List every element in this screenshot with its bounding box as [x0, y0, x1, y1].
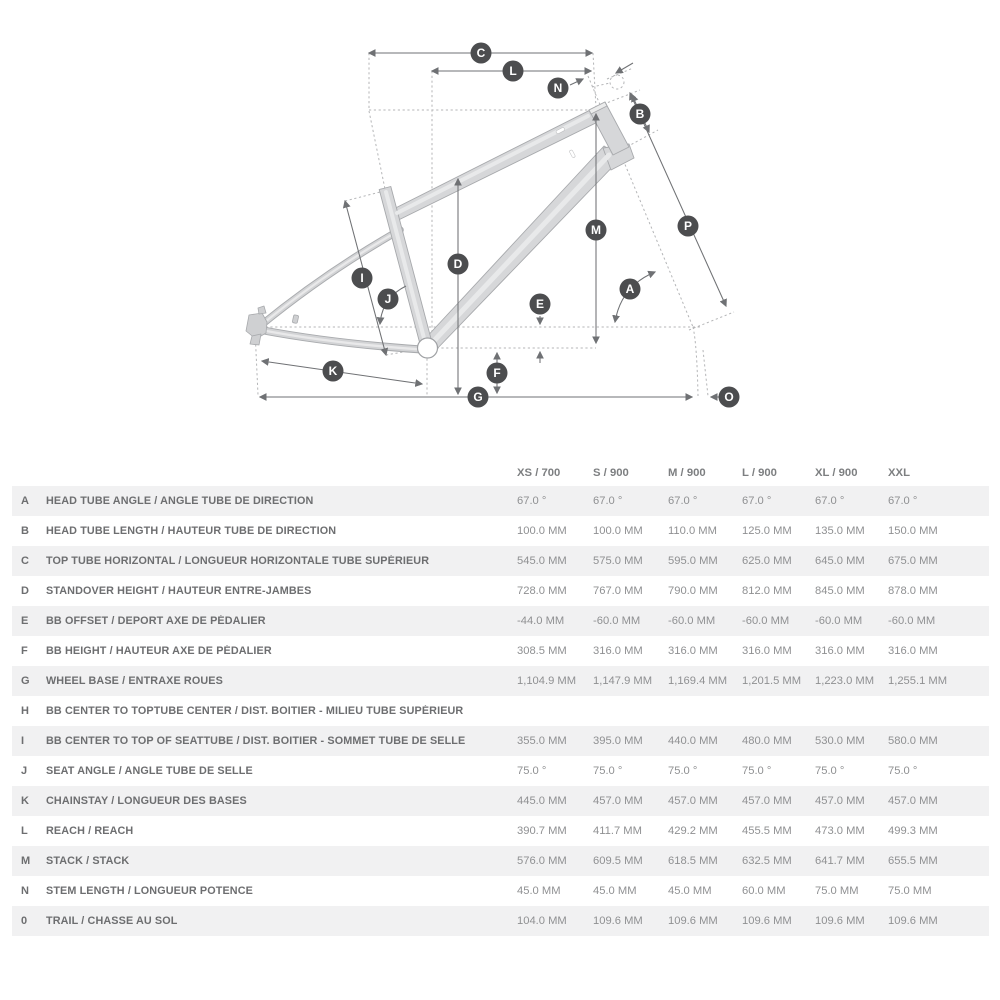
- row-value: 480.0 MM: [742, 735, 792, 747]
- table-row-l: [12, 816, 989, 846]
- badge-N: [548, 78, 569, 99]
- row-letter: D: [21, 585, 29, 597]
- row-value: 728.0 MM: [517, 585, 567, 597]
- row-label: BB CENTER TO TOP OF SEATTUBE / DIST. BOITIER - SOMMET TUBE DE SELLE: [46, 735, 466, 747]
- badge-D-label: D: [453, 257, 463, 272]
- row-value: 125.0 MM: [742, 525, 792, 537]
- row-value: 75.0 °: [742, 765, 772, 777]
- badge-D: [448, 254, 469, 275]
- table-row-a: [12, 486, 989, 516]
- badge-A-label: A: [625, 282, 635, 297]
- column-header: L / 900: [742, 466, 777, 479]
- frame: [246, 102, 634, 358]
- table-row-j: [12, 756, 989, 786]
- geometry-diagram: [0, 0, 1000, 450]
- badge-I-label: I: [360, 271, 364, 286]
- row-value: 316.0 MM: [888, 645, 938, 657]
- row-value: 75.0 °: [888, 765, 918, 777]
- row-value: 75.0 °: [517, 765, 547, 777]
- row-letter: L: [21, 825, 28, 837]
- table-row-g: [12, 666, 989, 696]
- row-label: STANDOVER HEIGHT / HAUTEUR ENTRE-JAMBES: [46, 585, 312, 597]
- row-value: 445.0 MM: [517, 795, 567, 807]
- row-label: SEAT ANGLE / ANGLE TUBE DE SELLE: [46, 765, 253, 777]
- column-header: S / 900: [593, 466, 629, 479]
- table-row-b: [12, 516, 989, 546]
- badge-E-label: E: [535, 297, 545, 312]
- column-header: XL / 900: [815, 466, 858, 479]
- row-value: 60.0 MM: [742, 885, 786, 897]
- measure-N-stem-arrow: [570, 79, 583, 85]
- row-value: 45.0 MM: [668, 885, 712, 897]
- row-value: 457.0 MM: [668, 795, 718, 807]
- row-value: 1,223.0 MM: [815, 675, 875, 687]
- row-value: 790.0 MM: [668, 585, 718, 597]
- construction-lines: [255, 53, 734, 396]
- fork-offset-guide: [693, 327, 698, 396]
- badge-I: [352, 268, 373, 289]
- row-value: 655.5 MM: [888, 855, 938, 867]
- badge-N-label: N: [553, 81, 563, 96]
- row-value: 457.0 MM: [593, 795, 643, 807]
- row-letter: 0: [21, 915, 28, 927]
- table-row-i: [12, 726, 989, 756]
- row-value: 109.6 MM: [742, 915, 792, 927]
- row-value: 457.0 MM: [888, 795, 938, 807]
- row-value: 150.0 MM: [888, 525, 938, 537]
- row-label: BB HEIGHT / HAUTEUR AXE DE PÉDALIER: [46, 645, 272, 657]
- badge-G: [468, 387, 489, 408]
- row-label: STACK / STACK: [46, 855, 130, 867]
- seat-axis-extension: [369, 111, 385, 189]
- badge-L-label: L: [509, 64, 517, 79]
- row-value: 499.3 MM: [888, 825, 938, 837]
- badge-P-label: P: [683, 219, 693, 234]
- row-value: 545.0 MM: [517, 555, 567, 567]
- row-value: 1,255.1 MM: [888, 675, 948, 687]
- badge-B-label: B: [635, 107, 645, 122]
- row-label: STEM LENGTH / LONGUEUR POTENCE: [46, 885, 253, 897]
- row-value: 100.0 MM: [593, 525, 643, 537]
- badge-G-label: G: [473, 390, 483, 405]
- row-value: -60.0 MM: [742, 615, 790, 627]
- trail-ground-guide: [703, 350, 708, 396]
- row-value: 45.0 MM: [593, 885, 637, 897]
- row-label: BB CENTER TO TOPTUBE CENTER / DIST. BOITIER - MILIEU TUBE SUPÉRIEUR: [46, 705, 464, 717]
- row-value: 316.0 MM: [815, 645, 865, 657]
- table-row-c: [12, 546, 989, 576]
- row-letter: G: [21, 675, 30, 687]
- row-value: 100.0 MM: [517, 525, 567, 537]
- bike-frame-diagram: [0, 0, 1000, 450]
- row-label: REACH / REACH: [46, 825, 134, 837]
- row-letter: N: [21, 885, 29, 897]
- row-value: 395.0 MM: [593, 735, 643, 747]
- row-value: 595.0 MM: [668, 555, 718, 567]
- row-label: WHEEL BASE / ENTRAXE ROUES: [46, 675, 223, 687]
- row-value: 618.5 MM: [668, 855, 718, 867]
- stem-pointer-arrow: [616, 63, 633, 73]
- geometry-table: [12, 459, 989, 936]
- row-value: 67.0 °: [888, 495, 918, 507]
- row-value: 67.0 °: [517, 495, 547, 507]
- row-value: 67.0 °: [668, 495, 698, 507]
- cable-slot-down-tube: [569, 150, 576, 159]
- row-value: 457.0 MM: [742, 795, 792, 807]
- row-value: 308.5 MM: [517, 645, 567, 657]
- badge-O: [719, 387, 740, 408]
- row-value: 75.0 °: [815, 765, 845, 777]
- row-label: HEAD TUBE LENGTH / HAUTEUR TUBE DE DIRECTION: [46, 525, 337, 537]
- table-row-m: [12, 846, 989, 876]
- row-value: 316.0 MM: [668, 645, 718, 657]
- measure-P-fork: [630, 93, 726, 306]
- row-value: 457.0 MM: [815, 795, 865, 807]
- row-value: 67.0 °: [815, 495, 845, 507]
- row-value: 75.0 °: [668, 765, 698, 777]
- row-value: 429.2 MM: [668, 825, 718, 837]
- badge-M: [586, 220, 607, 241]
- row-letter: H: [21, 705, 29, 717]
- table-row-n: [12, 876, 989, 906]
- row-letter: M: [21, 855, 31, 867]
- row-value: 767.0 MM: [593, 585, 643, 597]
- row-letter: E: [21, 615, 29, 627]
- row-value: 812.0 MM: [742, 585, 792, 597]
- row-value: 473.0 MM: [815, 825, 865, 837]
- row-value: 390.7 MM: [517, 825, 567, 837]
- row-value: 1,201.5 MM: [742, 675, 802, 687]
- row-label: BB OFFSET / DEPORT AXE DE PÉDALIER: [46, 615, 266, 627]
- badge-M-label: M: [591, 223, 601, 238]
- row-value: 45.0 MM: [517, 885, 561, 897]
- row-value: 609.5 MM: [593, 855, 643, 867]
- row-value: 575.0 MM: [593, 555, 643, 567]
- fork-bottom-tick: [689, 312, 734, 330]
- row-value: 75.0 MM: [815, 885, 859, 897]
- head-top-vertical-guide: [593, 53, 596, 108]
- badge-B: [630, 104, 651, 125]
- row-value: 135.0 MM: [815, 525, 865, 537]
- chain-stay: [261, 330, 429, 350]
- row-value: 355.0 MM: [517, 735, 567, 747]
- row-value: 316.0 MM: [593, 645, 643, 657]
- row-value: 67.0 °: [742, 495, 772, 507]
- row-value: 75.0 °: [593, 765, 623, 777]
- row-value: -60.0 MM: [888, 615, 936, 627]
- row-value: 455.5 MM: [742, 825, 792, 837]
- row-letter: C: [21, 555, 29, 567]
- row-letter: A: [21, 495, 29, 507]
- table-header: [12, 459, 989, 486]
- row-label: TOP TUBE HORIZONTAL / LONGUEUR HORIZONTALE TUBE SUPÉRIEUR: [46, 555, 430, 567]
- dropout-tab: [258, 306, 266, 314]
- table-row-e: [12, 606, 989, 636]
- badge-L: [503, 61, 524, 82]
- row-value: 67.0 °: [593, 495, 623, 507]
- row-value: 845.0 MM: [815, 585, 865, 597]
- badge-K: [323, 361, 344, 382]
- row-value: 109.6 MM: [888, 915, 938, 927]
- column-header: XS / 700: [517, 466, 561, 479]
- row-value: 109.6 MM: [815, 915, 865, 927]
- row-value: 109.6 MM: [593, 915, 643, 927]
- row-value: 440.0 MM: [668, 735, 718, 747]
- row-value: 109.6 MM: [668, 915, 718, 927]
- row-value: 878.0 MM: [888, 585, 938, 597]
- row-value: -60.0 MM: [815, 615, 863, 627]
- row-value: -60.0 MM: [668, 615, 716, 627]
- badge-C-label: C: [476, 46, 486, 61]
- row-value: 1,104.9 MM: [517, 675, 577, 687]
- badge-F: [487, 363, 508, 384]
- row-value: -44.0 MM: [517, 615, 565, 627]
- row-value: 625.0 MM: [742, 555, 792, 567]
- row-value: 1,169.4 MM: [668, 675, 728, 687]
- badge-A: [620, 279, 641, 300]
- table-row-k: [12, 786, 989, 816]
- row-letter: J: [21, 765, 28, 777]
- badge-F-label: F: [493, 366, 501, 381]
- rack-mount-nub: [292, 315, 299, 324]
- row-value: 576.0 MM: [517, 855, 567, 867]
- badge-J-label: J: [384, 292, 392, 307]
- row-value: -60.0 MM: [593, 615, 641, 627]
- row-value: 530.0 MM: [815, 735, 865, 747]
- badge-P: [678, 216, 699, 237]
- badge-J: [378, 289, 399, 310]
- table-row-f: [12, 636, 989, 666]
- row-letter: F: [21, 645, 28, 657]
- row-letter: B: [21, 525, 29, 537]
- fork-top-tick: [607, 68, 633, 79]
- row-value: 411.7 MM: [593, 825, 642, 837]
- row-value: 75.0 MM: [888, 885, 932, 897]
- table-row-d: [12, 576, 989, 606]
- row-value: 104.0 MM: [517, 915, 567, 927]
- row-value: 1,147.9 MM: [593, 675, 653, 687]
- column-header: XXL: [888, 466, 910, 479]
- badge-K-label: K: [328, 364, 338, 379]
- row-value: 645.0 MM: [815, 555, 865, 567]
- row-label: CHAINSTAY / LONGUEUR DES BASES: [46, 795, 247, 807]
- measurement-lines: [260, 53, 726, 397]
- row-label: HEAD TUBE ANGLE / ANGLE TUBE DE DIRECTION: [46, 495, 314, 507]
- row-letter: I: [21, 735, 25, 747]
- row-value: 316.0 MM: [742, 645, 792, 657]
- row-label: TRAIL / CHASSE AU SOL: [46, 915, 178, 927]
- badge-O-label: O: [724, 390, 734, 405]
- row-value: 580.0 MM: [888, 735, 938, 747]
- badge-E: [530, 294, 551, 315]
- table-row-trail: [12, 906, 989, 936]
- row-value: 675.0 MM: [888, 555, 938, 567]
- row-value: 632.5 MM: [742, 855, 792, 867]
- row-value: 641.7 MM: [815, 855, 865, 867]
- seattube-top-tick: [345, 191, 384, 201]
- bottom-bracket-circle: [418, 338, 438, 358]
- row-letter: K: [21, 795, 29, 807]
- column-header: M / 900: [668, 466, 706, 479]
- table-row-h: [12, 696, 989, 726]
- badge-C: [471, 43, 492, 64]
- row-value: 110.0 MM: [668, 525, 717, 537]
